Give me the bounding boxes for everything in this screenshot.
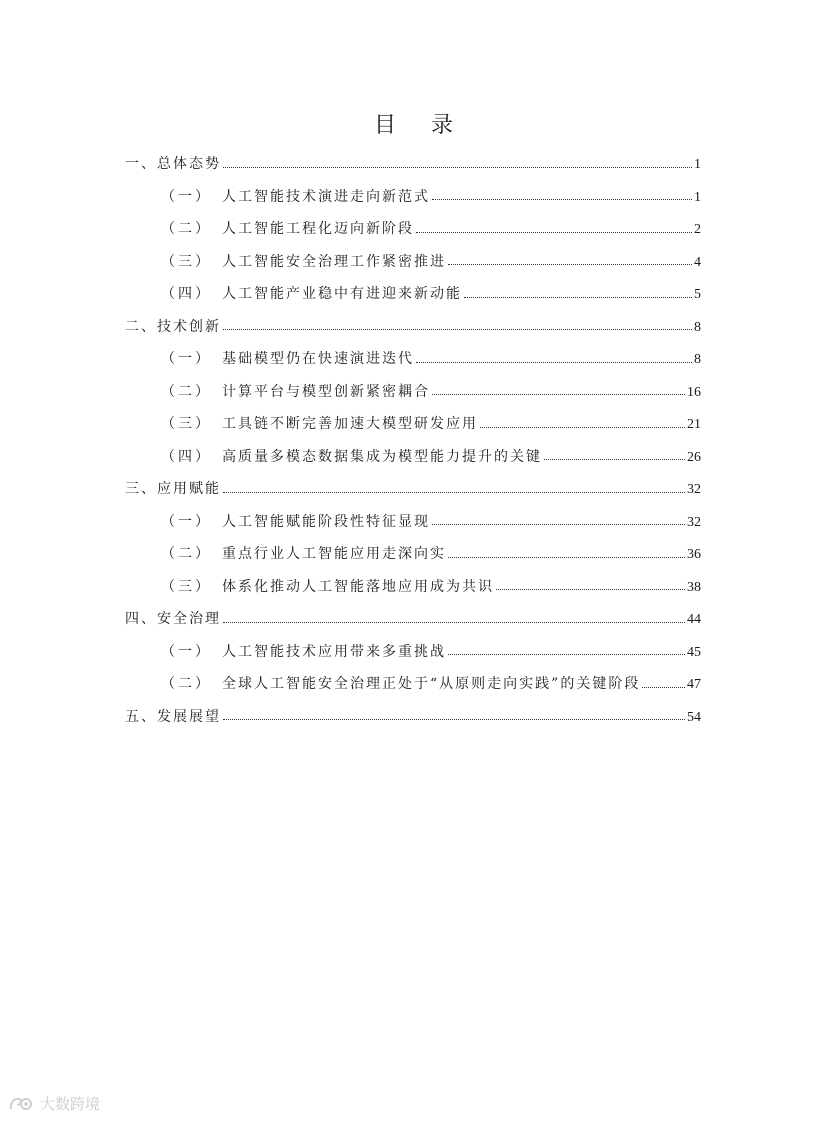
toc-entry-text: 发展展望 bbox=[157, 708, 221, 725]
toc-page-number: 47 bbox=[687, 677, 701, 692]
toc-entry-number: （一） bbox=[161, 643, 212, 660]
toc-entry-number: （一） bbox=[161, 188, 212, 205]
toc-dot-leader bbox=[223, 718, 685, 720]
toc-page-number: 36 bbox=[687, 547, 701, 562]
toc-page-number: 16 bbox=[687, 384, 701, 400]
toc-dot-leader bbox=[496, 588, 685, 590]
toc-entry-label bbox=[161, 408, 478, 441]
toc-entry-number: 四、 bbox=[125, 611, 157, 627]
toc-entry-label bbox=[161, 538, 446, 571]
toc-entry-text: 体系化推动人工智能落地应用成为共识 bbox=[222, 578, 494, 595]
toc-entry-label bbox=[161, 668, 640, 701]
toc-subsection-entry[interactable] bbox=[125, 408, 701, 441]
toc-subsection-entry[interactable] bbox=[125, 376, 701, 409]
toc-page-number: 8 bbox=[694, 352, 701, 367]
toc-entry-label bbox=[161, 636, 446, 669]
toc-entry-number: 一、 bbox=[125, 156, 157, 172]
toc-entry-number: （二） bbox=[161, 383, 212, 400]
toc-section-entry[interactable] bbox=[125, 603, 701, 636]
toc-entry-text: 基础模型仍在快速演进迭代 bbox=[222, 351, 414, 367]
toc-subsection-entry[interactable] bbox=[125, 278, 701, 311]
toc-entry-number: （一） bbox=[161, 513, 212, 530]
toc-entry-text: 工具链不断完善加速大模型研发应用 bbox=[222, 416, 478, 432]
toc-entry-number: （四） bbox=[161, 286, 212, 302]
toc-page-number: 1 bbox=[694, 157, 701, 172]
toc-entry-label bbox=[161, 181, 430, 214]
toc-entry-number: 三、 bbox=[125, 481, 157, 497]
toc-page-number: 4 bbox=[694, 254, 701, 270]
toc-entry-number: （二） bbox=[161, 546, 212, 562]
toc-entry-number: （二） bbox=[161, 221, 212, 237]
toc-dot-leader bbox=[464, 296, 692, 298]
toc-page-number: 38 bbox=[687, 579, 701, 595]
toc-page-number: 26 bbox=[687, 449, 701, 465]
toc-page-number: 32 bbox=[687, 482, 701, 497]
toc-dot-leader bbox=[223, 328, 692, 330]
toc-entry-label bbox=[161, 441, 542, 474]
toc-section-entry[interactable] bbox=[125, 311, 701, 344]
toc-entry-number: （一） bbox=[161, 351, 212, 367]
toc-entry-number: （三） bbox=[161, 253, 212, 270]
toc-entry-text: 计算平台与模型创新紧密耦合 bbox=[222, 383, 430, 400]
toc-subsection-entry[interactable] bbox=[125, 668, 701, 701]
toc-page-number: 8 bbox=[694, 319, 701, 335]
toc-entry-number: 二、 bbox=[125, 318, 157, 335]
toc-entry-text: 技术创新 bbox=[157, 318, 221, 335]
toc-entry-text: 人工智能赋能阶段性特征显现 bbox=[222, 513, 430, 530]
toc-entry-number: （三） bbox=[161, 416, 212, 432]
toc-entry-text: 人工智能产业稳中有进迎来新动能 bbox=[222, 286, 462, 302]
toc-page-number: 44 bbox=[687, 612, 701, 627]
toc-subsection-entry[interactable] bbox=[125, 506, 701, 539]
toc-section-entry[interactable] bbox=[125, 473, 701, 506]
toc-entry-label bbox=[161, 376, 430, 409]
toc-dot-leader bbox=[416, 231, 692, 233]
toc-page-number: 45 bbox=[687, 644, 701, 660]
toc-dot-leader bbox=[432, 393, 685, 395]
toc-subsection-entry[interactable] bbox=[125, 441, 701, 474]
toc-entry-text: 全球人工智能安全治理正处于“从原则走向实践”的关键阶段 bbox=[222, 676, 641, 692]
toc-dot-leader bbox=[223, 491, 685, 493]
toc-entry-label bbox=[161, 571, 494, 604]
toc-entry-label bbox=[125, 148, 221, 181]
toc-entry-number: （二） bbox=[161, 676, 212, 692]
toc-page-number: 54 bbox=[687, 709, 701, 725]
toc-entry-label bbox=[161, 343, 414, 376]
toc-dot-leader bbox=[223, 621, 685, 623]
toc-subsection-entry[interactable] bbox=[125, 343, 701, 376]
toc-entry-label bbox=[125, 473, 221, 506]
toc-page-number: 21 bbox=[687, 417, 701, 432]
toc-entry-text: 安全治理 bbox=[157, 611, 221, 627]
toc-page-number: 32 bbox=[687, 514, 701, 530]
toc-dot-leader bbox=[448, 263, 692, 265]
watermark-text: 大数跨境 bbox=[40, 1095, 101, 1113]
toc-list bbox=[125, 148, 701, 733]
toc-subsection-entry[interactable] bbox=[125, 246, 701, 279]
toc-entry-label bbox=[161, 213, 414, 246]
watermark-logo-icon bbox=[8, 1095, 36, 1113]
toc-entry-label bbox=[161, 506, 430, 539]
toc-entry-text: 重点行业人工智能应用走深向实 bbox=[222, 546, 446, 562]
toc-dot-leader bbox=[416, 361, 692, 363]
toc-title: 目 录 bbox=[374, 113, 467, 138]
toc-entry-text: 应用赋能 bbox=[157, 481, 221, 497]
toc-subsection-entry[interactable] bbox=[125, 636, 701, 669]
toc-page-number: 5 bbox=[694, 287, 701, 302]
toc-subsection-entry[interactable] bbox=[125, 213, 701, 246]
toc-entry-text: 总体态势 bbox=[157, 156, 221, 172]
toc-subsection-entry[interactable] bbox=[125, 538, 701, 571]
toc-dot-leader bbox=[432, 198, 692, 200]
toc-entry-label bbox=[161, 246, 446, 279]
toc-subsection-entry[interactable] bbox=[125, 571, 701, 604]
toc-entry-number: （四） bbox=[161, 448, 212, 465]
toc-dot-leader bbox=[432, 523, 685, 525]
toc-entry-text: 高质量多模态数据集成为模型能力提升的关键 bbox=[222, 448, 542, 465]
toc-entry-number: （三） bbox=[161, 578, 212, 595]
toc-subsection-entry[interactable] bbox=[125, 181, 701, 214]
toc-dot-leader bbox=[480, 426, 685, 428]
toc-dot-leader bbox=[544, 458, 685, 460]
toc-page-number: 1 bbox=[694, 189, 701, 205]
toc-section-entry[interactable] bbox=[125, 701, 701, 734]
toc-dot-leader bbox=[448, 556, 685, 558]
toc-page-number: 2 bbox=[694, 222, 701, 237]
toc-entry-label bbox=[161, 278, 462, 311]
toc-section-entry[interactable] bbox=[125, 148, 701, 181]
toc-entry-number: 五、 bbox=[125, 708, 157, 725]
toc-dot-leader bbox=[448, 653, 685, 655]
toc-entry-text: 人工智能工程化迈向新阶段 bbox=[222, 221, 414, 237]
watermark bbox=[8, 1093, 100, 1114]
toc-entry-label bbox=[125, 603, 221, 636]
toc-entry-text: 人工智能技术演进走向新范式 bbox=[222, 188, 430, 205]
toc-entry-text: 人工智能安全治理工作紧密推进 bbox=[222, 253, 446, 270]
toc-dot-leader bbox=[642, 686, 685, 688]
toc-dot-leader bbox=[223, 166, 692, 168]
toc-entry-label bbox=[125, 311, 221, 344]
toc-entry-label bbox=[125, 701, 221, 734]
toc-entry-text: 人工智能技术应用带来多重挑战 bbox=[222, 643, 446, 660]
